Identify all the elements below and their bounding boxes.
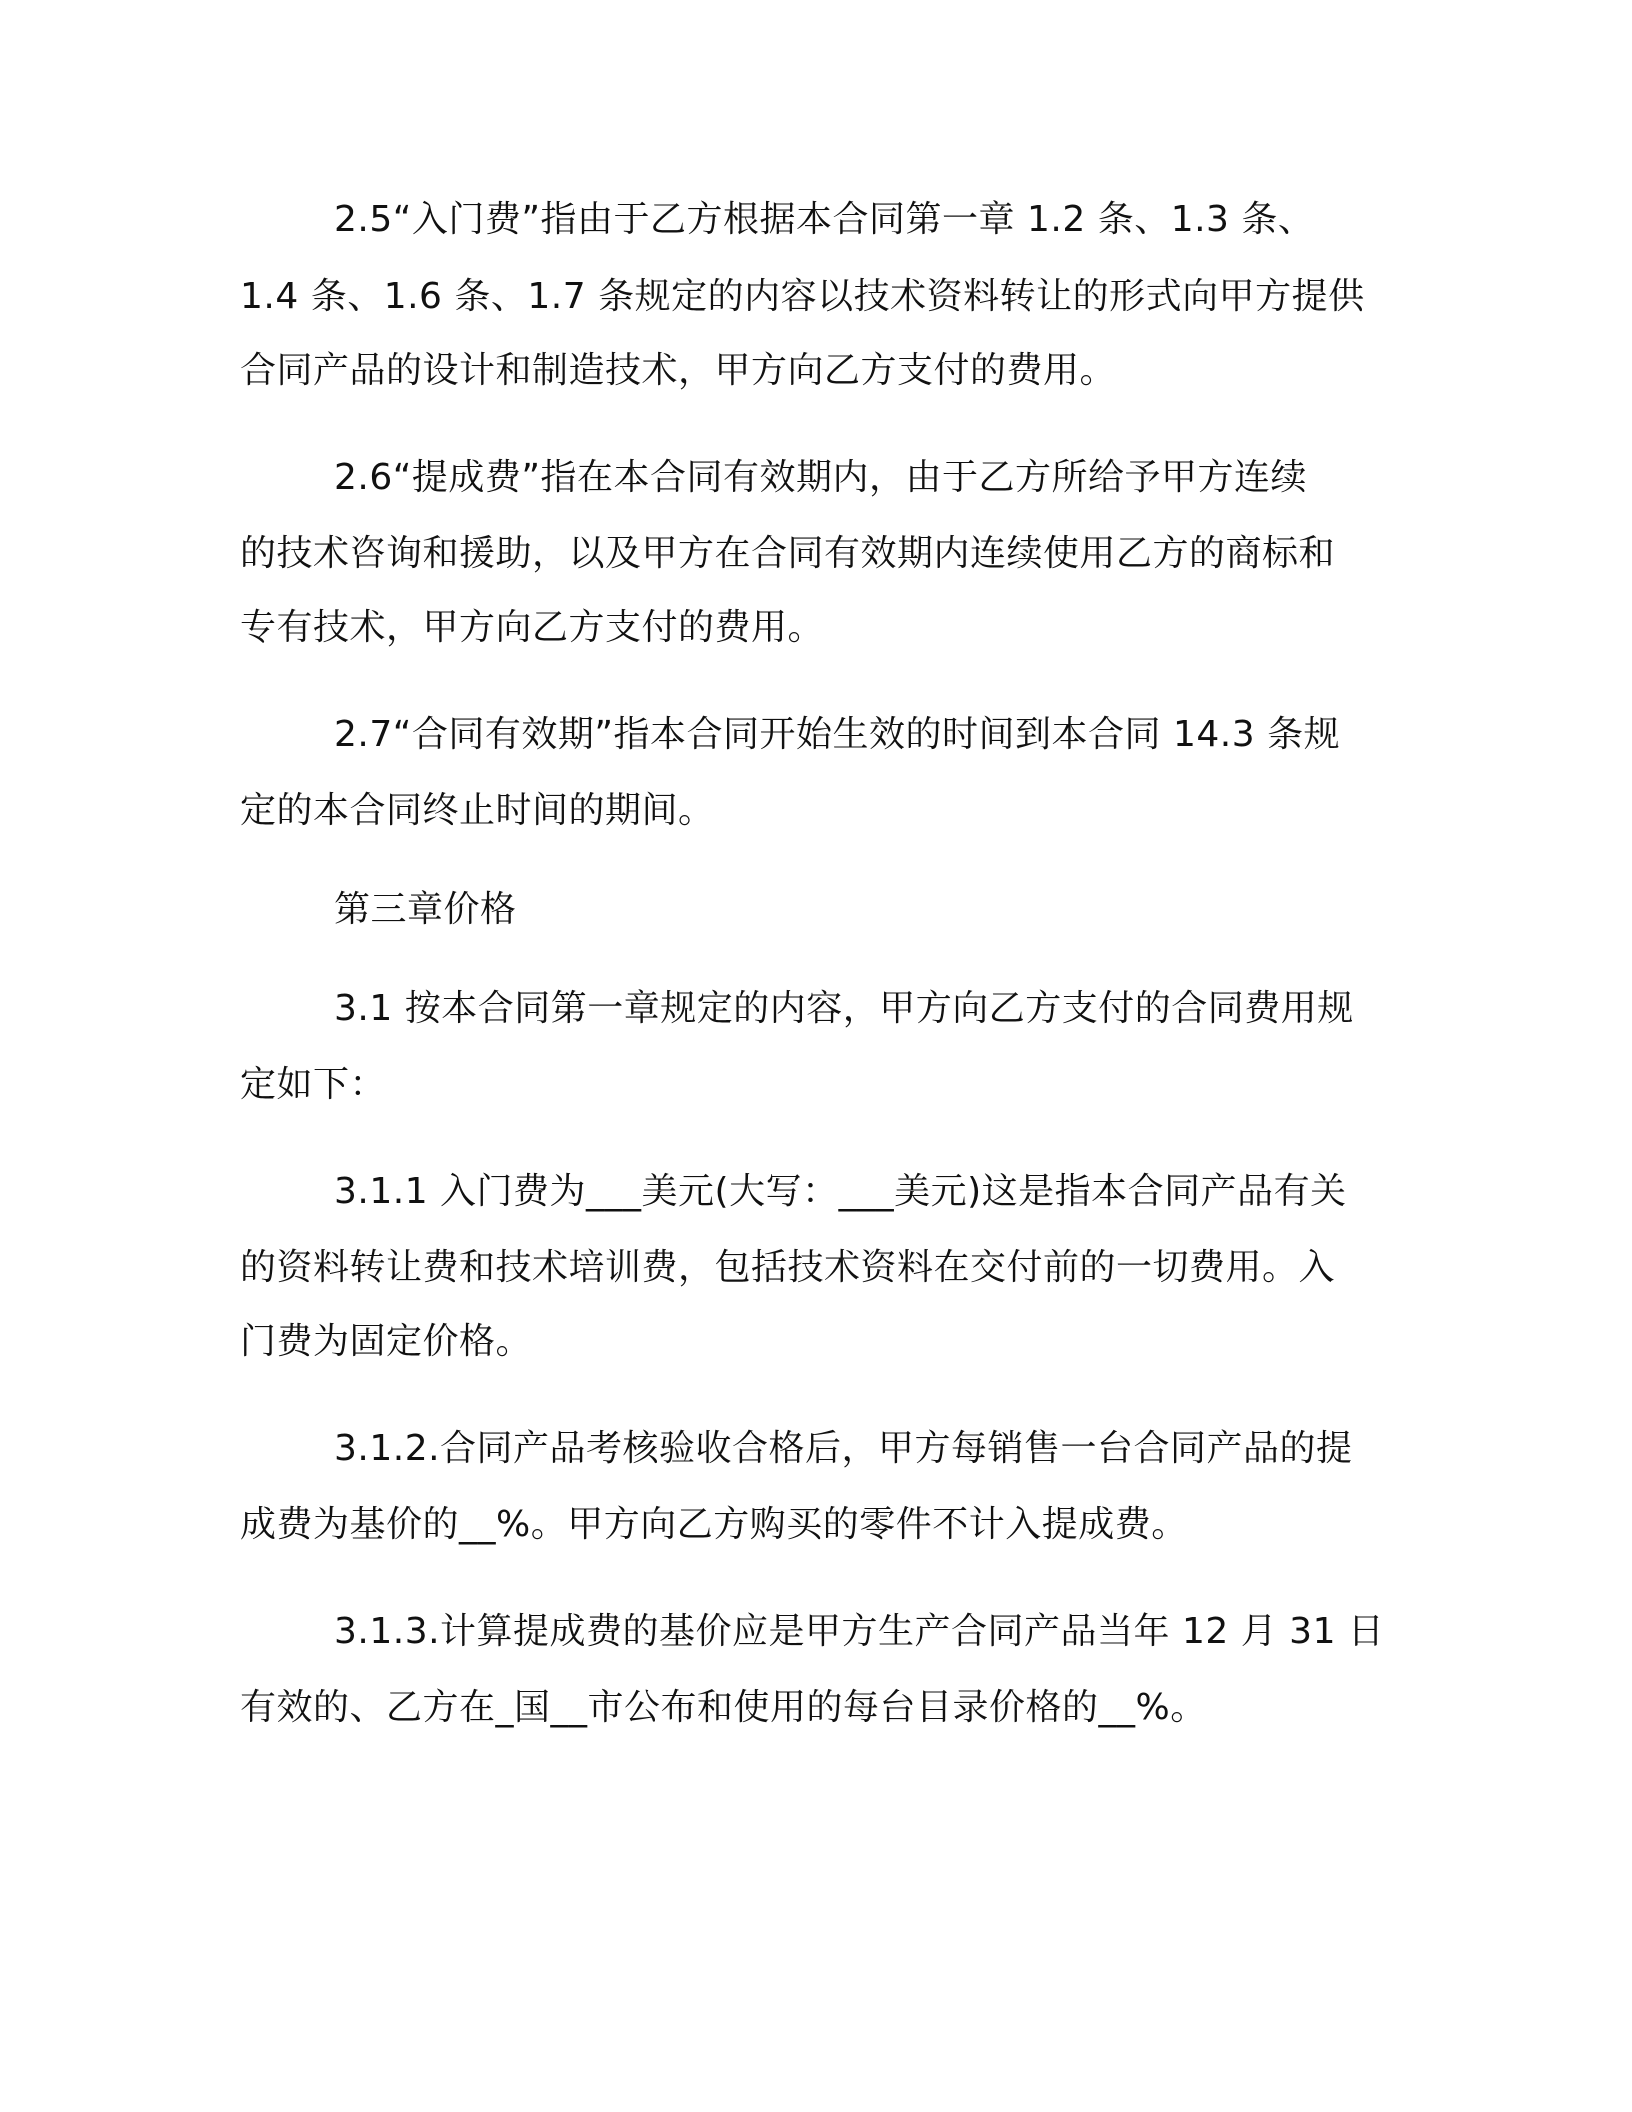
clause-3-1-2-line-2: 成费为基价的__%。甲方向乙方购买的零件不计入提成费。 (240, 1504, 1188, 1545)
clause-2-7-line-1: 2.7“合同有效期”指本合同开始生效的时间到本合同 14.3 条规 (334, 714, 1341, 755)
clause-2-5-line-1: 2.5“入门费”指由于乙方根据本合同第一章 1.2 条、1.3 条、 (334, 199, 1315, 240)
clause-3-1-line-2: 定如下： (240, 1064, 387, 1105)
clause-3-1-2-line-1: 3.1.2.合同产品考核验收合格后，甲方每销售一台合同产品的提 (334, 1428, 1353, 1469)
clause-2-6-line-2: 的技术咨询和援助，以及甲方在合同有效期内连续使用乙方的商标和 (240, 533, 1336, 574)
clause-3-1-1-line-3: 门费为固定价格。 (240, 1321, 533, 1362)
clause-3-1-line-1: 3.1 按本合同第一章规定的内容，甲方向乙方支付的合同费用规 (334, 988, 1354, 1029)
clause-2-6-line-1: 2.6“提成费”指在本合同有效期内，由于乙方所给予甲方连续 (334, 457, 1308, 498)
clause-3-1-3-line-2: 有效的、乙方在_国__市公布和使用的每台目录价格的__%。 (240, 1687, 1207, 1728)
clause-3-1-3-line-1: 3.1.3.计算提成费的基价应是甲方生产合同产品当年 12 月 31 日 (334, 1611, 1385, 1652)
clause-2-6-line-3: 专有技术，甲方向乙方支付的费用。 (240, 607, 825, 648)
chapter-3-heading: 第三章价格 (334, 889, 517, 930)
clause-2-5-line-2: 1.4 条、1.6 条、1.7 条规定的内容以技术资料转让的形式向甲方提供 (240, 276, 1365, 317)
clause-3-1-1-line-1: 3.1.1 入门费为___美元(大写：___美元)这是指本合同产品有关 (334, 1171, 1347, 1212)
clause-2-5-line-3: 合同产品的设计和制造技术，甲方向乙方支付的费用。 (240, 350, 1117, 391)
clause-2-7-line-2: 定的本合同终止时间的期间。 (240, 790, 715, 831)
clause-3-1-1-line-2: 的资料转让费和技术培训费，包括技术资料在交付前的一切费用。入 (240, 1247, 1336, 1288)
